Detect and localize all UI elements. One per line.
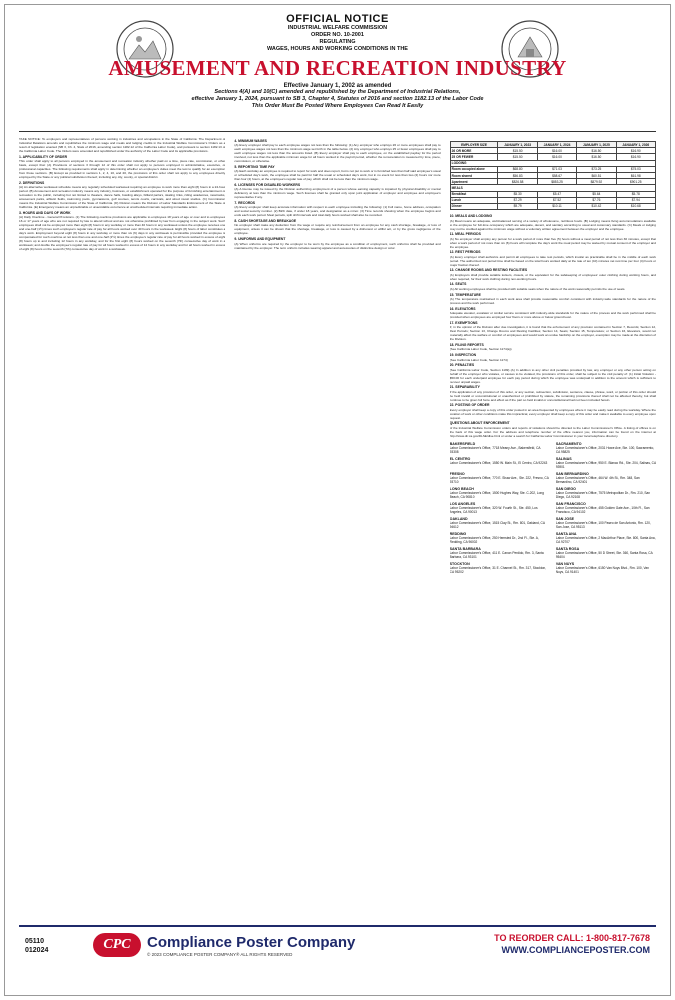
- table-cell: $901.25: [616, 179, 655, 185]
- poster-code-1: 05110: [25, 938, 45, 945]
- list-item: [450, 442, 550, 454]
- poster-codes: [25, 937, 48, 955]
- regulating-text: REGULATING: [319, 39, 356, 45]
- poster-code-2: 012024: [25, 947, 49, 954]
- list-item: [450, 517, 550, 529]
- copyright-text: © 2023 COMPLIANCE POSTER COMPANY® ALL RIGHTS RESERVED: [147, 952, 293, 957]
- table-cell: $15.50: [498, 154, 537, 160]
- effective-date: Effective January 1, 2002 as amended: [283, 83, 392, 89]
- section-heading: 20. PENALTIES: [449, 363, 475, 367]
- section-paragraph: (A) All working employees shall be provided with suitable seats when the nature of the work reasonably permits the use of seats.: [449, 287, 626, 292]
- footer-divider: [19, 925, 656, 927]
- section-paragraph: (A) The temperature maintained in each work area shall provide reasonable comfort consistent with industry-wide standards for the nature of the process and the work performed.: [449, 297, 656, 306]
- section-paragraph: (A) Employers shall provide suitable lockers, closets, or the equivalent for the safekeeping of employees' outer clothing during working hours, and when required, for their work clothing during non-working hours.: [449, 272, 656, 281]
- table-cell: $9.79: [498, 203, 537, 209]
- table-cell: $10.42: [577, 203, 616, 209]
- section-heading: 8. CASH SHORTAGE AND BREAKAGE: [234, 218, 297, 223]
- office-city: EL CENTRO: [449, 456, 471, 461]
- list-item: [556, 547, 656, 559]
- office-city: SAN DIEGO: [555, 486, 576, 491]
- poster-header: [5, 13, 670, 110]
- table-cell: $73.25: [577, 166, 616, 172]
- office-city: SACRAMENTO: [555, 441, 582, 446]
- section-paragraph: This order shall apply to all persons employed in the amusement and recreation industry whether paid on a time, piece rate, commission, or other basis, except that: (A) Provisions of sections 3 through 12 of this order shall not apply to persons employed in administrative, executive, or professional capacities. The following requirements shall apply in determining whether an employee's duties meet the test to qualify for an exemption from those sections. (B) Except as provided in sections 1, 2, 4, 10, and 20, the provisions of this order shall not apply to any employees directly employed by the State or any political subdivision thereof, including any city, county, or special district.: [19, 159, 226, 180]
- posting-notice: This Order Must Be Posted Where Employees Can Read It Easily: [251, 103, 424, 109]
- table-header: JANUARY 1, 2023: [498, 142, 537, 148]
- table-cell: $5.47: [537, 191, 576, 197]
- table-cell: $10.11: [537, 203, 576, 209]
- column-2: [234, 137, 440, 907]
- office-address: Labor Commissioner's Office, 1500 Hughes Way, Ste. C-202, Long Beach, CA 90810: [449, 490, 544, 499]
- office-address: Labor Commissioner's Office, 320 W. Fourth St., Ste. 450, Los Angeles, CA 90013: [449, 505, 538, 514]
- list-item: [556, 532, 656, 544]
- table-cell: $56.83: [498, 172, 537, 178]
- list-item: [556, 487, 656, 499]
- table-group-label: LODGING: [450, 160, 655, 166]
- list-item: [556, 442, 656, 454]
- office-address: Labor Commissioner's Office, 950 E. Blanco Rd., Ste. 204, Salinas, CA 93901: [555, 460, 656, 469]
- page-title: AMUSEMENT AND RECREATION INDUSTRY: [108, 56, 567, 80]
- list-item: [450, 457, 550, 469]
- table-header: JANUARY 1, 2026: [616, 142, 655, 148]
- table-cell: $7.76: [577, 197, 616, 203]
- office-address: Labor Commissioner's Office, 50 D Street, Ste. 360, Santa Rosa, CA 95404: [555, 550, 653, 559]
- minimum-wage-table: [450, 141, 656, 210]
- table-cell: Apartment: [450, 179, 498, 185]
- official-notice-heading: OFFICIAL NOTICE: [286, 13, 389, 25]
- table-cell: $71.03: [537, 166, 576, 172]
- table-cell: Dinner: [450, 203, 498, 209]
- office-address: Labor Commissioner's Office, 7575 Metropolitan Dr., Rm. 210, San Diego, CA 92108: [555, 490, 651, 499]
- section-heading: 3. HOURS AND DAYS OF WORK: [19, 210, 71, 215]
- subject-text: WAGES, HOURS AND WORKING CONDITIONS IN THE: [267, 46, 408, 52]
- list-item: [556, 457, 656, 469]
- section-heading: 16. ELEVATORS: [449, 306, 476, 311]
- section-heading: 11. MEAL PERIODS: [449, 232, 481, 237]
- table-cell: Room occupied alone: [450, 166, 498, 172]
- section-paragraph: (A) A license may be issued by the Division authorizing employment of a person whose earning capacity is impaired by physical disability or mental deficiency at less than the minimum wage. Such licenses shall be granted only upon joint application of employer and employee and employee's representative if any.: [234, 187, 441, 200]
- office-city: SANTA ANA: [555, 531, 577, 536]
- section-heading: 14. SEATS: [449, 282, 467, 287]
- section-heading: 12. REST PERIODS: [449, 250, 481, 255]
- table-cell: $7.29: [498, 197, 537, 203]
- office-city: OAKLAND: [449, 516, 468, 521]
- list-item: [556, 517, 656, 529]
- amendment-line-2: effective January 1, 2024, pursuant to SB 3, Chapter 4, Statutes of 2016 and section 1182.13 of the Labor Code: [191, 96, 484, 102]
- order-number: ORDER NO. 10-2001: [311, 32, 364, 38]
- section-paragraph: Adequate elevator, escalator or similar service consistent with industry-wide standards for the nature of the process and the work performed shall be provided when employees are employed four floors or more above or below ground level.: [449, 311, 656, 320]
- body-columns: [19, 137, 656, 907]
- section-heading: 6. LICENSES FOR DISABLED WORKERS: [234, 182, 301, 187]
- section-paragraph: (A) No employer shall employ any person for a work period of more than five (5) hours without a meal period of not less than 30 minutes, except that when a work period of not more than six (6) hours will complete the day's work the meal period may be waived by mutual consent of the employer and the employee.: [449, 236, 656, 249]
- office-city: REDDING: [449, 531, 467, 536]
- section-heading: 19. INSPECTION: [449, 352, 477, 357]
- section-heading: 13. CHANGE ROOMS AND RESTING FACILITIES: [449, 268, 528, 273]
- office-city: SAN BERNARDINO: [555, 471, 589, 476]
- office-address: Labor Commissioner's Office, 31 E. Channel St., Rm. 317, Stockton, CA 95202: [449, 565, 547, 574]
- section-paragraph: If, in the opinion of the Division after due investigation, it is found that the enforcement of any provision contained in Section 7, Records; Section 12, Rest Periods; Section 13, Change Rooms and Resting Facilities; Section 14, Seats; Section 15, Temperature; or Section 16, Elevators, would not materially affect the welfare or comfort of employees and would work an undue hardship on the employer, exemption may be made at the discretion of the Division.: [449, 325, 656, 342]
- section-heading: 22. POSTING OF ORDER: [449, 403, 490, 408]
- section-heading: QUESTIONS ABOUT ENFORCEMENT: [449, 421, 510, 426]
- table-cell: Room shared: [450, 172, 498, 178]
- table-cell: $853.25: [537, 179, 576, 185]
- take-notice-paragraph: TAKE NOTICE: To employers and representatives of persons working in industries and occupations in the State of California: The Department of Industrial Relations amends and republishes the minimum wage and meals and lodging credits in the Industrial Welfare Commission's Orders as a result of legislation enacted (SB 3, Ch. 4, Stats of 2016, amending section 1182.12 of the California Labor Code), and pursuant to section 1182.13 of the California Labor Code. The Orders were amended and republished under the authority of the Labor Code and its applicable provisions.: [19, 137, 226, 153]
- office-city: SANTA BARBARA: [449, 546, 481, 551]
- section-paragraph: (A) Every employer shall keep accurate information with respect to each employee including the following: (1) Full name, home address, occupation and social security number. (2) Birth date, if under 18 years, and designation as a minor. (3) Time records showing when the employee begins and ends each work period. Meal periods, split shift intervals and total daily hours worked shall also be recorded.: [234, 205, 441, 218]
- office-city: SAN JOSE: [555, 516, 574, 521]
- section-paragraph: (A) Daily Overtime - General Provisions. (1) The following overtime provisions are applicable to employees 18 years of age or over and to employees 16 or 17 years of age who are not required by law to attend school and are not otherwise prohibited by law from engaging in the subject work. Such employees shall not be employed more than eight (8) hours in any workday or more than 40 hours in any workweek unless the employee receives one and one-half (1½) times such employee's regular rate of pay for all hours worked over 40 hours in the workweek. Eight (8) hours of labor constitutes a day's work. Employment beyond eight (8) hours in any workday or more than six (6) days in any workweek is permissible provided the employee is compensated for such overtime at not less than one and one-half (1½) times the employee's regular rate of pay for all hours worked in excess of eight (8) hours up to and including 12 hours in any workday, and for the first eight (8) hours worked on the seventh (7th) consecutive day of work in a workweek; and double the employee's regular rate of pay for all hours worked in excess of 12 hours in any workday and for all hours worked in excess of eight (8) hours on the seventh (7th) consecutive day of work in a workweek.: [19, 215, 226, 252]
- section-paragraph: (See California Labor Code, Section 1199) (A) In addition to any other civil penalties provided by law, any employer or any other person acting on behalf of the employer who violates, or causes to be violated, the provisions of this order, shall be subject to the civil penalty of: (1) Initial Violation - $50.00 for each underpaid employee for each pay period during which the employee was underpaid in addition to the amount which is sufficient to recover unpaid wages.: [449, 367, 656, 384]
- table-cell: $16.50: [577, 148, 616, 154]
- section-heading: 10. MEALS AND LODGING: [449, 214, 493, 219]
- office-address: Labor Commissioner's Office, 770 E. Shaw Ave., Ste. 222, Fresno, CA 93710: [449, 475, 549, 484]
- section-paragraph: of the Industrial Welfare Commission orders and reports of violations should be directed to the Labor Commissioner's Office. A listing of offices is on the back of this wage order. For the address and telephone number of the office nearest you, information can be found on the internet at http://www.dir.ca.gov/DLSE/dlse.html or under a search for California Labor Commissioner in your local telephone directory.: [449, 425, 656, 438]
- section-paragraph: (A) When uniforms are required by the employer to be worn by the employee as a condition of employment, such uniforms shall be provided and maintained by the employer. The term uniform includes wearing apparel and accessories of distinctive design or color.: [234, 241, 441, 250]
- column-1: [19, 137, 225, 907]
- list-item: [450, 547, 550, 559]
- table-cell: $5.78: [616, 191, 655, 197]
- section-paragraph: (A) Each workday an employee is required to report for work and does report, but is not put to work or is furnished less than half said employee's usual or scheduled day's work, the employee shall be paid for half the usual or scheduled day's work, but in no event for less than two (2) hours nor more than four (4) hours, at the employee's regular rate of pay, which shall not be less than the minimum wage.: [234, 169, 441, 182]
- column-3: [450, 137, 656, 907]
- list-item: [450, 487, 550, 499]
- table-cell: $75.03: [616, 166, 655, 172]
- table-cell: $16.50: [577, 154, 616, 160]
- list-item: [556, 562, 656, 574]
- office-address: Labor Commissioner's Office, 411 E. Canon Perdido, Rm. 3, Santa Barbara, CA 93101: [449, 550, 544, 559]
- table-header: EMPLOYER SIZE: [450, 142, 498, 148]
- reorder-phone: TO REORDER CALL: 1-800-817-7678: [494, 933, 650, 943]
- office-address: Labor Commissioner's Office, 1550 W. Main St., El Centro, CA 92243: [449, 460, 548, 465]
- table-cell: $68.80: [498, 166, 537, 172]
- table-cell: $10.68: [616, 203, 655, 209]
- table-cell: $61.98: [616, 172, 655, 178]
- office-city: STOCKTON: [449, 561, 470, 566]
- table-cell: $16.90: [616, 148, 655, 154]
- section-heading: 9. UNIFORMS AND EQUIPMENT: [234, 236, 286, 241]
- section-heading: 1. APPLICABILITY OF ORDER: [19, 154, 68, 159]
- section-heading: 18. FILING REPORTS: [449, 342, 484, 347]
- office-address: Labor Commissioner's Office, 100 Paseo de San Antonio, Rm. 120, San Jose, CA 95113: [555, 520, 651, 529]
- section-heading: 5. REPORTING TIME PAY: [234, 164, 275, 169]
- office-address: Labor Commissioner's Office, 464 W. 4th St., Rm. 348, San Bernardino, CA 92401: [555, 475, 640, 484]
- table-cell: $5.64: [577, 191, 616, 197]
- table-cell: $879.92: [577, 179, 616, 185]
- table-cell: Lunch: [450, 197, 498, 203]
- header-divider: [19, 131, 656, 132]
- section-paragraph: (A) Every employer shall pay to each employee wages not less than the following: (1) Any employer who employs 26 or more employees shall pay to each employee wages not less than the minimum wage set forth in the table below. (2) Any employer who employs 25 or fewer employees shall pay to each employee wages not less than the amounts listed. (B) Every employer shall pay to each employee, on the established payday for the period involved, not less than the applicable minimum wage for all hours worked in the payroll period, whether the remuneration is measured by time, piece, commission, or otherwise.: [234, 143, 441, 164]
- office-city: SALINAS: [555, 456, 572, 461]
- section-paragraph: (A) An alternative workweek schedule means any regularly scheduled workweek requiring an employee to work more than eight (8) hours in a 24-hour period. (B) Amusement and recreation industry means any industry, business, or establishment operated for the purpose of furnishing entertainment or recreation to the public, including but not limited to theaters, dance halls, bowling alleys, billiard parlors, skating rinks, riding academies, racetracks, amusement parks, athletic fields, swimming pools, gymnasiums, golf courses, tennis courts, carnivals, and wired music studios. (C) Commission means the Industrial Welfare Commission of the State of California. (D) Division means the Division of Labor Standards Enforcement of the State of California. (E) Emergency means an unpredictable or unavoidable occurrence at unscheduled intervals requiring immediate action.: [19, 185, 226, 210]
- table-cell: $7.94: [616, 197, 655, 203]
- poster: [4, 4, 671, 996]
- table-cell: $16.00: [537, 148, 576, 154]
- office-city: FRESNO: [449, 471, 465, 476]
- office-address: Labor Commissioner's Office, 6150 Van Nuys Blvd., Rm. 100, Van Nuys, CA 91401: [555, 565, 649, 574]
- table-row: [450, 203, 655, 209]
- table-cell: 26 OR MORE: [450, 148, 498, 154]
- section-paragraph: (See California Labor Code, Section 1174): [449, 357, 508, 362]
- office-city: SAN FRANCISCO: [555, 501, 586, 506]
- section-paragraph: (See California Labor Code, Section 1174(a)): [449, 347, 512, 352]
- table-cell: $60.51: [577, 172, 616, 178]
- office-address: Labor Commissioner's Office, 2031 Howe Ave, Ste. 100, Sacramento, CA 95825: [555, 445, 655, 454]
- cpc-logo: CPC: [93, 933, 141, 957]
- office-address: Labor Commissioner's Office, 7718 Meany Ave., Bakersfield, CA 93308: [449, 445, 541, 454]
- table-cell: $16.00: [537, 154, 576, 160]
- section-heading: 15. TEMPERATURE: [449, 292, 481, 297]
- section-heading: 7. RECORDS: [234, 200, 256, 205]
- section-heading: 4. MINIMUM WAGES: [234, 138, 267, 143]
- section-paragraph: (A) Meal means an adequate, well-balanced serving of a variety of wholesome, nutritious foods. (B) Lodging means living accommodations available to the employee for full-time occupancy which are adequate, decent, and sanitary according to usual and customary standards. (C) Meals or lodging may not be credited against the minimum wage without a voluntary written agreement between the employer and the employee.: [449, 218, 656, 231]
- table-cell: Breakfast: [450, 191, 498, 197]
- table-cell: 25 OR FEWER: [450, 154, 498, 160]
- table-cell: $5.30: [498, 191, 537, 197]
- office-city: LOS ANGELES: [449, 501, 476, 506]
- poster-footer: [5, 915, 670, 995]
- section-paragraph: (A) Every employer shall authorize and permit all employees to take rest periods, which insofar as practicable shall be in the middle of each work period. The authorized rest period time shall be based on the total hours worked daily at the rate of ten (10) minutes net rest time per four (4) hours or major fraction thereof.: [449, 254, 656, 267]
- section-heading: 2. DEFINITIONS: [19, 180, 45, 185]
- section-paragraph: If the application of any provision of this order, or any section, subsection, subdivision, sentence, clause, phrase, word, or portion of this order should be held invalid or unconstitutional or unauthorized or prohibited by statute, the remaining provisions thereof shall not be affected thereby, but shall continue to be given full force and effect as if the part so held invalid or unconstitutional had not been included herein.: [449, 389, 656, 402]
- section-heading: 17. EXEMPTIONS: [449, 320, 478, 325]
- office-city: LONG BEACH: [449, 486, 474, 491]
- table-cell: $58.67: [537, 172, 576, 178]
- office-city: BAKERSFIELD: [449, 441, 476, 446]
- office-address: Labor Commissioner's Office, 250 Hemsted Dr., 2nd Fl., Ste. A, Redding, CA 96002: [449, 535, 539, 544]
- office-city: VAN NUYS: [555, 561, 575, 566]
- commission-name: INDUSTRIAL WELFARE COMMISSION: [287, 25, 388, 31]
- table-group-label: MEALS: [450, 185, 655, 191]
- office-address: Labor Commissioner's Office, 455 Golden Gate Ave., 10th Fl., San Francisco, CA 94102: [555, 505, 650, 514]
- office-city: SANTA ROSA: [555, 546, 580, 551]
- amendment-line-1: Sections 4(A) and 10(C) amended and republished by the Department of Industrial Relations,: [214, 89, 461, 95]
- table-header: JANUARY 1, 2024: [537, 142, 576, 148]
- list-item: [450, 562, 550, 574]
- brand-name: Compliance Poster Company: [147, 934, 356, 951]
- table-cell: $15.50: [498, 148, 537, 154]
- list-item: [450, 472, 550, 484]
- section-paragraph: No employer shall make any deduction from the wage or require any reimbursement from an employee for any cash shortage, breakage, or loss of equipment, unless it can be shown that the shortage, breakage, or loss is caused by a dishonest or willful act, or by the gross negligence of the employee.: [234, 223, 441, 236]
- list-item: [556, 472, 656, 484]
- table-cell: $16.90: [616, 154, 655, 160]
- office-address: Labor Commissioner's Office, 1515 Clay St., Rm. 801, Oakland, CA 94612: [449, 520, 545, 529]
- office-address: Labor Commissioner's Office, 2 MacArthur Place, Ste. 800, Santa Ana, CA 92707: [555, 535, 656, 544]
- table-cell: $826.58: [498, 179, 537, 185]
- list-item: [450, 502, 550, 514]
- table-cell: $7.52: [537, 197, 576, 203]
- website-link[interactable]: WWW.COMPLIANCEPOSTER.COM: [501, 945, 650, 955]
- section-heading: 21. SEPARABILITY: [449, 385, 480, 390]
- list-item: [556, 502, 656, 514]
- office-list: [450, 442, 656, 574]
- section-paragraph: Every employer shall keep a copy of this order posted in an area frequented by employees where it may be easily read during the workday. Where the location of work or other conditions make this impractical, every employer shall keep a copy of this order and make it available to every employee upon request.: [449, 407, 656, 420]
- table-header: JANUARY 1, 2025: [577, 142, 616, 148]
- list-item: [450, 532, 550, 544]
